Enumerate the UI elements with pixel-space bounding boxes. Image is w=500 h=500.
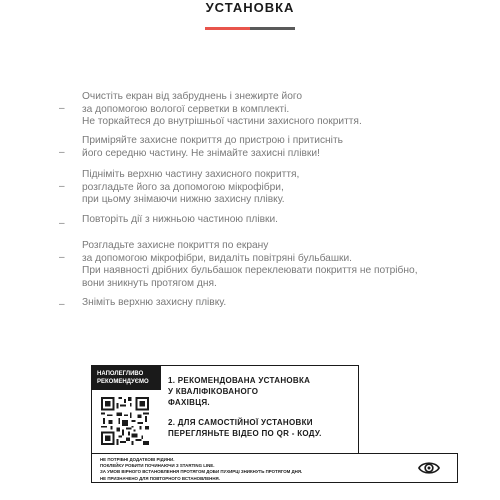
- instruction-step-3: – Підніміть верхню частину захисного покриття, розгладьте його за допомогою мікрофібри, при цьому знімаючи нижню захисну плівку.: [59, 169, 300, 206]
- instruction-step-5: – Розгладьте захисне покриття по екрану за допомогою мікрофібри, видаліть повітряні бульбашки. При наявності дрібних бульбашок переклеювати покриття не потрібно, вони зникнуть протягом дня.: [59, 240, 418, 289]
- recommendation-box: [91, 365, 359, 454]
- eye-icon: [418, 457, 440, 479]
- notes-box: [91, 453, 458, 483]
- qr-code-icon[interactable]: [101, 397, 149, 445]
- instruction-step-6: – Зніміть верхню захисну плівку.: [59, 297, 227, 310]
- notes-text: НЕ ПОТРІБНІ ДОДАТКОВІ РІДИНИ. ПОКЛЕЙКУ РОБИТИ ПОЧИНАЮЧИ З STARTING LINE. ЗА УМОВ ВІРНОГО ВСТАНОВЛЕННЯ ПРОТЯГОМ ДОБИ ПУХИРЦІ ЗНИКНУТЬ ПРОТЯГОМ ДНЯ. НЕ ПРИЗНАЧЕНО ДЛЯ ПОВТОРНОГО ВСТАНОВЛЕННЯ.: [100, 457, 303, 481]
- title-accent-bar: [205, 27, 295, 30]
- recommendation-text: 1. РЕКОМЕНДОВАНА УСТАНОВКА У КВАЛІФІКОВАНОГО ФАХІВЦЯ. 2. ДЛЯ САМОСТІЙНОЇ УСТАНОВКИ ПЕРЕГЛЯНЬТЕ ВІДЕО ПО QR - КОДУ.: [168, 376, 322, 438]
- page-title: УСТАНОВКА: [205, 0, 295, 15]
- instruction-step-2: – Приміряйте захисне покриття до пристрою і притисніть його середню частину. Не знімайте захисні плівки!: [59, 135, 343, 159]
- recommend-badge: НАПОЛЕГЛИВО РЕКОМЕНДУЄМО: [92, 366, 161, 390]
- instruction-step-1: – Очистіть екран від забруднень і знежирте його за допомогою вологої серветки в комплекті. Не торкайтеся до внутрішньої частини захисного покриття.: [59, 91, 362, 128]
- instruction-step-4: – Повторіть дії з нижньою частиною плівки.: [59, 214, 278, 229]
